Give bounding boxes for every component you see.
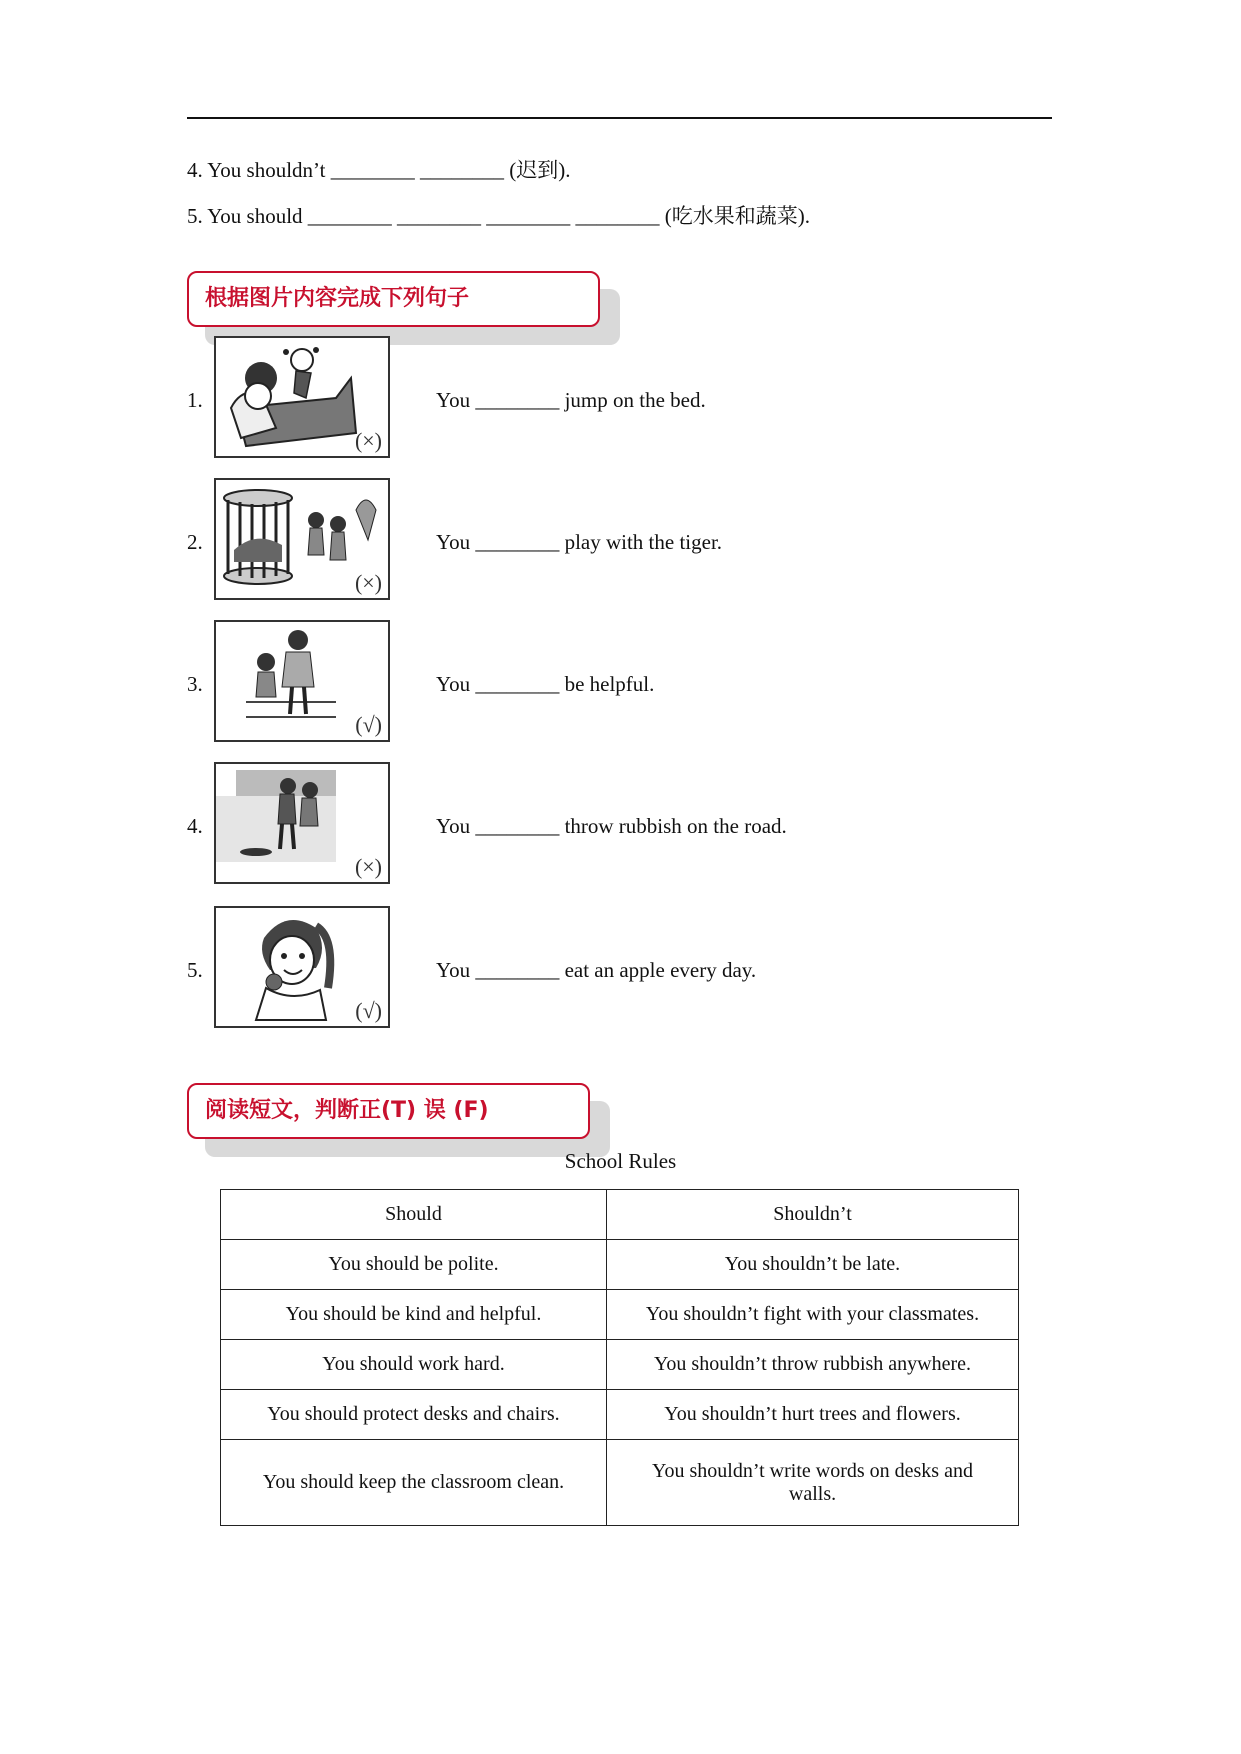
item-number: 4.	[187, 814, 203, 838]
table-cell: You should work hard.	[221, 1340, 607, 1390]
table-cell: You should protect desks and chairs.	[221, 1390, 607, 1440]
table-row	[221, 1290, 1019, 1340]
table-row	[221, 1240, 1019, 1290]
header-rule	[187, 117, 1052, 119]
picture-item-4	[187, 762, 1087, 886]
table-cell: You should be polite.	[221, 1240, 607, 1290]
table-cell: You shouldn’t hurt trees and flowers.	[607, 1390, 1019, 1440]
item-sentence: You ________ eat an apple every day.	[436, 958, 757, 982]
section-header-reading-true-false	[187, 1083, 592, 1139]
picture-item-3	[187, 620, 1087, 744]
tiger-in-cage-icon	[214, 478, 390, 600]
item-sentence: You ________ jump on the bed.	[436, 388, 706, 412]
table-cell: You shouldn’t throw rubbish anywhere.	[607, 1340, 1019, 1390]
girl-helping-woman-icon	[214, 620, 390, 742]
table-header-row	[221, 1190, 1019, 1240]
picture-item-5	[187, 906, 1087, 1030]
column-header-shouldnt: Shouldn’t	[607, 1190, 1019, 1240]
exercise-line-4: 4. You shouldn’t ________ ________ (迟到).	[187, 158, 571, 182]
table-cell: You shouldn’t be late.	[607, 1240, 1019, 1290]
table-cell: You shouldn’t write words on desks and walls.	[607, 1440, 1019, 1526]
item-number: 1.	[187, 388, 203, 412]
item-sentence: You ________ play with the tiger.	[436, 530, 723, 554]
table-cell: You shouldn’t fight with your classmates.	[607, 1290, 1019, 1340]
column-header-should: Should	[221, 1190, 607, 1240]
section-header-picture-sentences	[187, 271, 602, 327]
girl-eating-apple-icon	[214, 906, 390, 1028]
table-row	[221, 1340, 1019, 1390]
child-jumping-on-bed-icon	[214, 336, 390, 458]
check-mark: (√)	[355, 712, 382, 737]
picture-item-2	[187, 478, 1087, 602]
table-row	[221, 1390, 1019, 1440]
section-title: 阅读短文，判断正(T) 误 (F)	[205, 1098, 489, 1123]
table-caption: School Rules	[564, 1149, 677, 1173]
check-mark: (√)	[355, 998, 382, 1023]
table-cell: You should keep the classroom clean.	[221, 1440, 607, 1526]
item-number: 5.	[187, 958, 203, 982]
item-number: 2.	[187, 530, 203, 554]
cross-mark: (×)	[354, 854, 382, 879]
boys-throwing-rubbish-icon	[214, 762, 390, 884]
item-sentence: You ________ throw rubbish on the road.	[436, 814, 787, 838]
item-number: 3.	[187, 672, 203, 696]
table-cell: You should be kind and helpful.	[221, 1290, 607, 1340]
school-rules-table	[220, 1189, 1019, 1526]
cross-mark: (×)	[354, 570, 382, 595]
table-row	[221, 1440, 1019, 1526]
picture-item-1	[187, 336, 1087, 460]
exercise-line-5: 5. You should ________ ________ ________ ________ (吃水果和蔬菜).	[187, 204, 811, 228]
cross-mark: (×)	[354, 428, 382, 453]
item-sentence: You ________ be helpful.	[436, 672, 655, 696]
section-title: 根据图片内容完成下列句子	[205, 286, 470, 311]
